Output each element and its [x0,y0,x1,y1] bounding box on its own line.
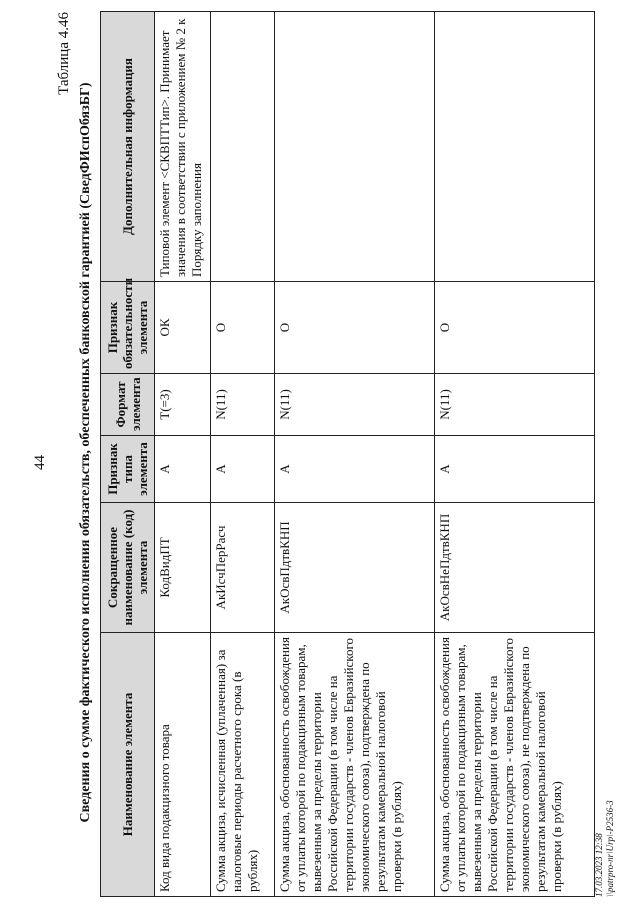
footer-stamp [594,800,616,897]
cell-info [435,12,595,282]
cell-type: А [435,436,595,503]
elements-table [100,11,595,897]
footer-date: 17.03.2023 12:38 [594,833,604,897]
cell-type: А [211,436,275,503]
cell-required: О [211,282,275,374]
cell-format: N(11) [211,374,275,436]
header-code: Сокращенное наименование (код) элемента [101,503,155,633]
cell-info [211,12,275,282]
cell-type: А [155,436,211,503]
cell-info: Типовой элемент <СКВПТТип>. Принимает значения в соответствии с приложением № 2 к Порядку заполнения [155,12,211,282]
header-required: Признак обязательности элемента [101,282,155,374]
table-title: Сведения о сумме фактического исполнения обязательств, обеспеченных банковской гарантией (СведФИспОбязБГ) [78,82,93,823]
cell-name: Сумма акциза, обоснованность освобождения от уплаты которой по подакцизным товарам, вывезенным за пределы территории Российской Федерации (в том числе на территории государств - членов Евразийского экономического союза), не подтверждена по результатам камеральной налоговой проверки (в рублях) [435,633,595,897]
cell-required: ОК [155,282,211,374]
page-number: 44 [32,455,48,470]
cell-name: Сумма акциза, обоснованность освобождения от уплаты которой по подакцизным товарам, вывезенным за пределы территории Российской Федерации (в том числе на территории государств - членов Евразийского экономического союза), подтверждена по результатам камеральной налоговой проверки (в рублях) [275,633,435,897]
cell-required: О [435,282,595,374]
cell-name: Код вида подакцизного товара [155,633,211,897]
table-row [211,12,275,897]
table-row [275,12,435,897]
header-format: Формат элемента [101,374,155,436]
header-info: Дополнительная информация [101,12,155,282]
table-number: Таблица 4.46 [56,12,72,95]
cell-type: А [275,436,435,503]
cell-code: АкОсвНеПдтвКНП [435,503,595,633]
cell-code: КодВидПТ [155,503,211,633]
cell-format: N(11) [435,374,595,436]
table-row [155,12,211,897]
cell-name: Сумма акциза, исчисленная (уплаченная) за налоговые периоды расчетного срока (в рублях) [211,633,275,897]
cell-required: О [275,282,435,374]
cell-format: T(=3) [155,374,211,436]
table-row [435,12,595,897]
header-row [101,12,155,897]
cell-info [275,12,435,282]
cell-format: N(11) [275,374,435,436]
footer-path: \\patrpro-nr\Urp\-P2536-3 [605,800,615,897]
header-type: Признак типа элемента [101,436,155,503]
header-name: Наименование элемента [101,633,155,897]
cell-code: АкОсвПдтвКНП [275,503,435,633]
cell-code: АкИсчПерРасч [211,503,275,633]
